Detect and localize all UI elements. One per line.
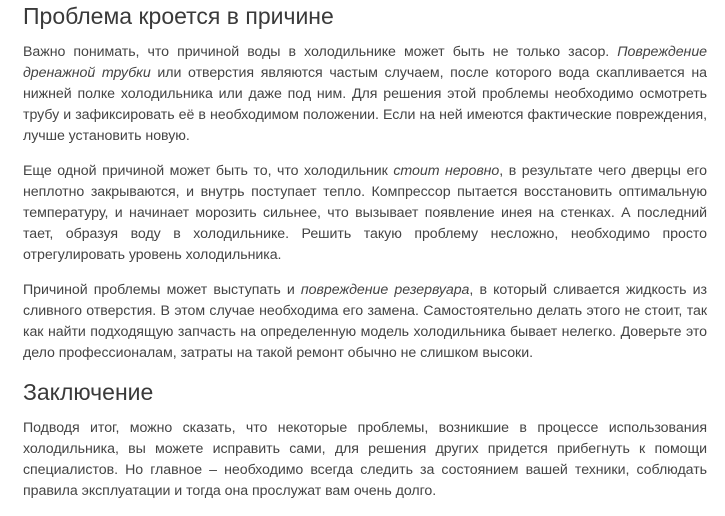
paragraph-conclusion: Подводя итог, можно сказать, что некоторые проблемы, возникшие в процессе использования холодильника, вы можете исправить сами, для решения других придется прибегнуть к помощи специалистов. Но главное – необходимо всегда следить за состоянием вашей техники, соблюдать правила эксплуатации и тогда она прослужат вам очень долго.: [23, 420, 707, 499]
paragraph-drain-tube: [23, 42, 707, 147]
paragraph-uneven-stand: [23, 161, 707, 266]
paragraph-text: , в который сливается жидкость из сливного отверстия. В этом случае необходима его замена. Самостоятельно делать этого не стоит, так как найти подходящую запчасть на определенную модель холодильника бывает нелегко. Доверьте это дело профессионалам, затраты на такой ремонт обычно не слишком высоки.: [23, 282, 707, 361]
section-heading-conclusion: Заключение: [23, 379, 154, 405]
paragraph-reservoir-damage: [23, 280, 707, 364]
paragraph-text: Важно понимать, что причиной воды в холодильнике может быть не только засор.: [23, 44, 618, 60]
emphasis-drain-tube: Повреждение дренажной трубки: [23, 44, 707, 81]
paragraph-text: Причиной проблемы может выступать и: [23, 282, 301, 298]
emphasis-reservoir: повреждение резервуара: [300, 282, 470, 298]
paragraph-text: Еще одной причиной может быть то, что холодильник: [23, 163, 394, 179]
section-heading-problem-cause: Проблема кроется в причине: [23, 3, 334, 29]
emphasis-uneven: стоит неровно: [393, 163, 500, 179]
paragraph-text: , в результате чего дверцы его неплотно закрываются, и внутрь поступает тепло. Компрессор пытается восстановить оптимальную температуру, и начинает морозить сильнее, что вызывает появление инея на стенках. А последний тает, образуя воду в холодильнике. Решить такую проблему несложно, необходимо просто отрегулировать уровень холодильника.: [23, 163, 707, 263]
paragraph-text: или отверстия являются частым случаем, после которого вода скапливается на нижней полке холодильника или даже под ним. Для решения этой проблемы необходимо осмотреть трубу и зафиксировать её в необходимом положении. Если на ней имеются фактические повреждения, лучше установить новую.: [23, 65, 707, 144]
